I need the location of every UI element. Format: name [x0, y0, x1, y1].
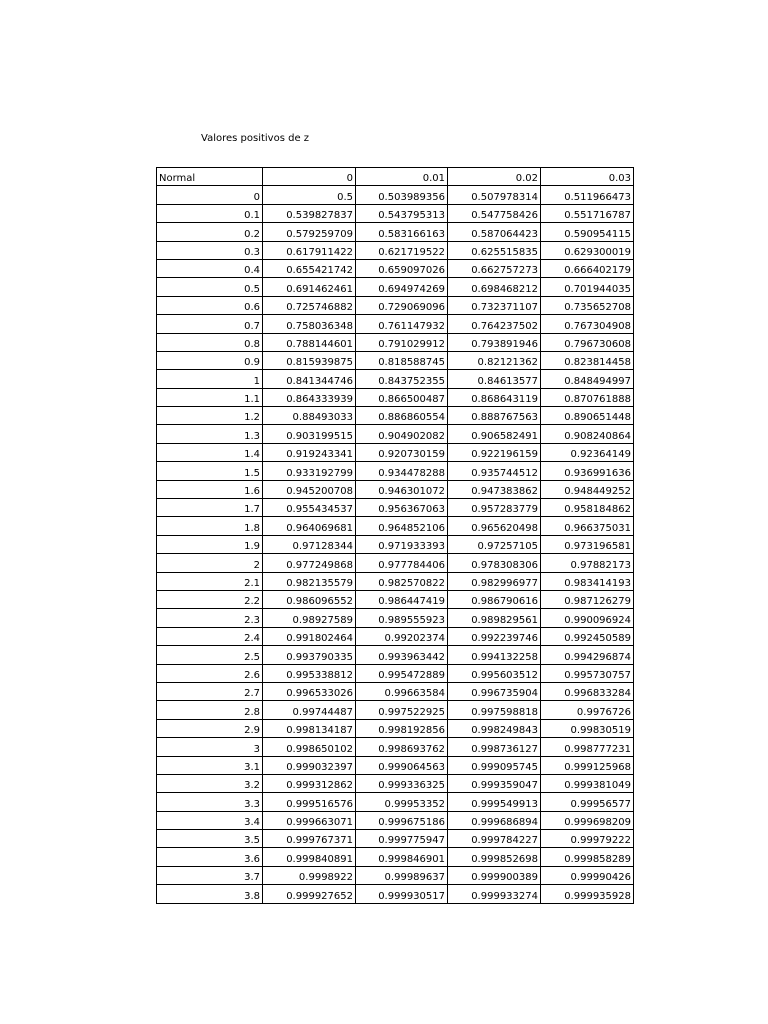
- table-cell[interactable]: 0.903199515: [263, 425, 356, 443]
- column-header[interactable]: 0.03: [541, 168, 634, 186]
- table-cell[interactable]: 0.796730608: [541, 333, 634, 351]
- table-cell[interactable]: 0.999900389: [448, 866, 541, 884]
- table-cell[interactable]: 0.955434537: [263, 499, 356, 517]
- table-cell[interactable]: 0.551716787: [541, 204, 634, 222]
- table-cell[interactable]: 0.579259709: [263, 223, 356, 241]
- row-header-cell[interactable]: 0.3: [157, 241, 263, 259]
- table-cell[interactable]: 0.964069681: [263, 517, 356, 535]
- table-cell[interactable]: 0.99953352: [356, 793, 448, 811]
- table-cell[interactable]: 0.767304908: [541, 315, 634, 333]
- table-row: [157, 425, 634, 443]
- table-body: [157, 168, 634, 904]
- row-header-cell[interactable]: 1.8: [157, 517, 263, 535]
- table-row: [157, 499, 634, 517]
- table-cell[interactable]: 0.691462461: [263, 278, 356, 296]
- table-cell[interactable]: 0.99830519: [541, 719, 634, 737]
- table-cell[interactable]: 0.996833284: [541, 682, 634, 700]
- table-cell[interactable]: 0.98927589: [263, 609, 356, 627]
- table-cell[interactable]: 0.725746882: [263, 296, 356, 314]
- row-header-cell[interactable]: 2.2: [157, 590, 263, 608]
- table-cell[interactable]: 0.999663071: [263, 811, 356, 829]
- row-header-cell[interactable]: 2.3: [157, 609, 263, 627]
- table-row: [157, 590, 634, 608]
- table-cell[interactable]: 0.999840891: [263, 848, 356, 866]
- table-cell[interactable]: 0.922196159: [448, 443, 541, 461]
- table-cell[interactable]: 0.999930517: [356, 885, 448, 903]
- table-cell[interactable]: 0.999032397: [263, 756, 356, 774]
- table-cell[interactable]: 0.998134187: [263, 719, 356, 737]
- table-row: [157, 259, 634, 277]
- table-cell[interactable]: 0.946301072: [356, 480, 448, 498]
- row-header-cell[interactable]: 2.7: [157, 682, 263, 700]
- table-row: [157, 866, 634, 884]
- row-header-cell[interactable]: 1.9: [157, 535, 263, 553]
- table-cell[interactable]: 0.986096552: [263, 590, 356, 608]
- table-cell[interactable]: 0.908240864: [541, 425, 634, 443]
- table-cell[interactable]: 0.995603512: [448, 664, 541, 682]
- table-cell[interactable]: 0.957283779: [448, 499, 541, 517]
- table-cell[interactable]: 0.999064563: [356, 756, 448, 774]
- table-cell[interactable]: 0.868643119: [448, 388, 541, 406]
- table-cell[interactable]: 0.735652708: [541, 296, 634, 314]
- table-cell[interactable]: 0.97257105: [448, 535, 541, 553]
- table-row: [157, 333, 634, 351]
- table-row: [157, 351, 634, 369]
- table-cell[interactable]: 0.999686894: [448, 811, 541, 829]
- table-cell[interactable]: 0.999927652: [263, 885, 356, 903]
- table-cell[interactable]: 0.866500487: [356, 388, 448, 406]
- column-header[interactable]: 0.02: [448, 168, 541, 186]
- table-cell[interactable]: 0.999125968: [541, 756, 634, 774]
- table-cell[interactable]: 0.987126279: [541, 590, 634, 608]
- table-cell[interactable]: 0.977249868: [263, 554, 356, 572]
- table-cell[interactable]: 0.935744512: [448, 462, 541, 480]
- table-row: [157, 646, 634, 664]
- table-row: [157, 223, 634, 241]
- row-header-cell[interactable]: 0: [157, 186, 263, 204]
- table-cell[interactable]: 0.841344746: [263, 370, 356, 388]
- row-header-cell[interactable]: 3.2: [157, 774, 263, 792]
- table-cell[interactable]: 0.82121362: [448, 351, 541, 369]
- table-cell[interactable]: 0.655421742: [263, 259, 356, 277]
- table-cell[interactable]: 0.99744487: [263, 701, 356, 719]
- table-cell[interactable]: 0.848494997: [541, 370, 634, 388]
- row-header-cell[interactable]: 2.9: [157, 719, 263, 737]
- table-header-row: [157, 168, 634, 186]
- table-cell[interactable]: 0.977784406: [356, 554, 448, 572]
- table-row: [157, 572, 634, 590]
- table-cell[interactable]: 0.999675186: [356, 811, 448, 829]
- table-cell[interactable]: 0.956367063: [356, 499, 448, 517]
- table-cell[interactable]: 0.701944035: [541, 278, 634, 296]
- row-header-cell[interactable]: 0.2: [157, 223, 263, 241]
- row-header-cell[interactable]: 1: [157, 370, 263, 388]
- table-cell[interactable]: 0.999933274: [448, 885, 541, 903]
- table-cell[interactable]: 0.945200708: [263, 480, 356, 498]
- table-row: [157, 885, 634, 903]
- table-row: [157, 554, 634, 572]
- table-cell[interactable]: 0.947383862: [448, 480, 541, 498]
- table-cell[interactable]: 0.999359047: [448, 774, 541, 792]
- normal-distribution-table: [156, 167, 634, 904]
- table-cell[interactable]: 0.906582491: [448, 425, 541, 443]
- table-cell[interactable]: 0.999767371: [263, 830, 356, 848]
- table-cell[interactable]: 0.818588745: [356, 351, 448, 369]
- table-row: [157, 609, 634, 627]
- table-row: [157, 535, 634, 553]
- table-cell[interactable]: 0.995472889: [356, 664, 448, 682]
- table-cell[interactable]: 0.997598818: [448, 701, 541, 719]
- row-header-cell[interactable]: 2: [157, 554, 263, 572]
- table-cell[interactable]: 0.791029912: [356, 333, 448, 351]
- table-row: [157, 443, 634, 461]
- table-cell[interactable]: 0.998777231: [541, 738, 634, 756]
- table-cell[interactable]: 0.936991636: [541, 462, 634, 480]
- row-header-cell[interactable]: 0.9: [157, 351, 263, 369]
- table-cell[interactable]: 0.99990426: [541, 866, 634, 884]
- table-cell[interactable]: 0.999846901: [356, 848, 448, 866]
- table-cell[interactable]: 0.890651448: [541, 407, 634, 425]
- table-cell[interactable]: 0.539827837: [263, 204, 356, 222]
- table-cell[interactable]: 0.998650102: [263, 738, 356, 756]
- row-header-cell[interactable]: 0.4: [157, 259, 263, 277]
- table-cell[interactable]: 0.999095745: [448, 756, 541, 774]
- table-row: [157, 296, 634, 314]
- table-cell[interactable]: 0.996533026: [263, 682, 356, 700]
- table-cell[interactable]: 0.886860554: [356, 407, 448, 425]
- table-row: [157, 756, 634, 774]
- row-header-cell[interactable]: 0.7: [157, 315, 263, 333]
- table-cell[interactable]: 0.92364149: [541, 443, 634, 461]
- table-cell[interactable]: 0.629300019: [541, 241, 634, 259]
- table-row: [157, 241, 634, 259]
- row-header-cell[interactable]: 3.7: [157, 866, 263, 884]
- table-row: [157, 774, 634, 792]
- row-header-cell[interactable]: 3.8: [157, 885, 263, 903]
- table-cell[interactable]: 0.998736127: [448, 738, 541, 756]
- table-cell[interactable]: 0.583166163: [356, 223, 448, 241]
- column-header[interactable]: 0.01: [356, 168, 448, 186]
- table-cell[interactable]: 0.994296874: [541, 646, 634, 664]
- table-cell[interactable]: 0.999784227: [448, 830, 541, 848]
- row-header-cell[interactable]: 3.6: [157, 848, 263, 866]
- table-cell[interactable]: 0.933192799: [263, 462, 356, 480]
- table-cell[interactable]: 0.948449252: [541, 480, 634, 498]
- row-header-cell[interactable]: 2.1: [157, 572, 263, 590]
- table-cell[interactable]: 0.815939875: [263, 351, 356, 369]
- table-row: [157, 682, 634, 700]
- table-cell[interactable]: 0.843752355: [356, 370, 448, 388]
- table-row: [157, 278, 634, 296]
- table-cell[interactable]: 0.999312862: [263, 774, 356, 792]
- table-row: [157, 811, 634, 829]
- table-row: [157, 462, 634, 480]
- table-row: [157, 204, 634, 222]
- table-cell[interactable]: 0.999698209: [541, 811, 634, 829]
- table-cell[interactable]: 0.659097026: [356, 259, 448, 277]
- table-cell[interactable]: 0.904902082: [356, 425, 448, 443]
- table-cell[interactable]: 0.97128344: [263, 535, 356, 553]
- table-cell[interactable]: 0.997522925: [356, 701, 448, 719]
- table-cell[interactable]: 0.989555923: [356, 609, 448, 627]
- table-cell[interactable]: 0.989829561: [448, 609, 541, 627]
- table-cell[interactable]: 0.788144601: [263, 333, 356, 351]
- table-row: [157, 830, 634, 848]
- row-header-cell[interactable]: 0.8: [157, 333, 263, 351]
- table-row: [157, 738, 634, 756]
- table-cell[interactable]: 0.547758426: [448, 204, 541, 222]
- table-row: [157, 701, 634, 719]
- table-cell[interactable]: 0.999858289: [541, 848, 634, 866]
- table-cell[interactable]: 0.617911422: [263, 241, 356, 259]
- corner-cell[interactable]: Normal: [157, 168, 263, 186]
- table-cell[interactable]: 0.99956577: [541, 793, 634, 811]
- row-header-cell[interactable]: 2.8: [157, 701, 263, 719]
- table-cell[interactable]: 0.999852698: [448, 848, 541, 866]
- table-cell[interactable]: 0.999935928: [541, 885, 634, 903]
- table-cell[interactable]: 0.998693762: [356, 738, 448, 756]
- table-cell[interactable]: 0.888767563: [448, 407, 541, 425]
- row-header-cell[interactable]: 1.4: [157, 443, 263, 461]
- row-header-cell[interactable]: 2.5: [157, 646, 263, 664]
- table-cell[interactable]: 0.823814458: [541, 351, 634, 369]
- table-row: [157, 848, 634, 866]
- row-header-cell[interactable]: 1.6: [157, 480, 263, 498]
- table-cell[interactable]: 0.621719522: [356, 241, 448, 259]
- table-cell[interactable]: 0.993963442: [356, 646, 448, 664]
- table-cell[interactable]: 0.993790335: [263, 646, 356, 664]
- table-cell[interactable]: 0.88493033: [263, 407, 356, 425]
- table-cell[interactable]: 0.9998922: [263, 866, 356, 884]
- table-cell[interactable]: 0.999549913: [448, 793, 541, 811]
- table-cell[interactable]: 0.934478288: [356, 462, 448, 480]
- row-header-cell[interactable]: 0.5: [157, 278, 263, 296]
- table-cell[interactable]: 0.983414193: [541, 572, 634, 590]
- table-cell[interactable]: 0.758036348: [263, 315, 356, 333]
- table-row: [157, 388, 634, 406]
- table-row: [157, 664, 634, 682]
- table-cell[interactable]: 0.694974269: [356, 278, 448, 296]
- table-cell[interactable]: 0.998249843: [448, 719, 541, 737]
- table-cell[interactable]: 0.999336325: [356, 774, 448, 792]
- table-cell[interactable]: 0.982570822: [356, 572, 448, 590]
- row-header-cell[interactable]: 1.2: [157, 407, 263, 425]
- table-cell[interactable]: 0.958184862: [541, 499, 634, 517]
- table-cell[interactable]: 0.99979222: [541, 830, 634, 848]
- table-row: [157, 719, 634, 737]
- table-cell[interactable]: 0.992450589: [541, 627, 634, 645]
- table-cell[interactable]: 0.761147932: [356, 315, 448, 333]
- table-cell[interactable]: 0.97882173: [541, 554, 634, 572]
- table-cell[interactable]: 0.84613577: [448, 370, 541, 388]
- table-cell[interactable]: 0.698468212: [448, 278, 541, 296]
- table-cell[interactable]: 0.99202374: [356, 627, 448, 645]
- table-cell[interactable]: 0.793891946: [448, 333, 541, 351]
- table-cell[interactable]: 0.507978314: [448, 186, 541, 204]
- row-header-cell[interactable]: 3.5: [157, 830, 263, 848]
- table-cell[interactable]: 0.999381049: [541, 774, 634, 792]
- table-cell[interactable]: 0.9976726: [541, 701, 634, 719]
- table-cell[interactable]: 0.920730159: [356, 443, 448, 461]
- table-cell[interactable]: 0.99989637: [356, 866, 448, 884]
- table-row: [157, 793, 634, 811]
- table-cell[interactable]: 0.982135579: [263, 572, 356, 590]
- table-row: [157, 517, 634, 535]
- table-row: [157, 370, 634, 388]
- table-cell[interactable]: 0.995730757: [541, 664, 634, 682]
- row-header-cell[interactable]: 1.1: [157, 388, 263, 406]
- table-cell[interactable]: 0.587064423: [448, 223, 541, 241]
- table-cell[interactable]: 0.986447419: [356, 590, 448, 608]
- row-header-cell[interactable]: 3.3: [157, 793, 263, 811]
- table-row: [157, 480, 634, 498]
- table-cell[interactable]: 0.986790616: [448, 590, 541, 608]
- table-cell[interactable]: 0.998192856: [356, 719, 448, 737]
- column-header[interactable]: 0: [263, 168, 356, 186]
- table-cell[interactable]: 0.99663584: [356, 682, 448, 700]
- table-cell[interactable]: 0.992239746: [448, 627, 541, 645]
- row-header-cell[interactable]: 1.5: [157, 462, 263, 480]
- table-cell[interactable]: 0.625515835: [448, 241, 541, 259]
- table-cell[interactable]: 0.973196581: [541, 535, 634, 553]
- table-cell[interactable]: 0.965620498: [448, 517, 541, 535]
- table-cell[interactable]: 0.971933393: [356, 535, 448, 553]
- table-cell[interactable]: 0.994132258: [448, 646, 541, 664]
- table-cell[interactable]: 0.666402179: [541, 259, 634, 277]
- table-cell[interactable]: 0.590954115: [541, 223, 634, 241]
- table-cell[interactable]: 0.982996977: [448, 572, 541, 590]
- table-cell[interactable]: 0.543795313: [356, 204, 448, 222]
- table-row: [157, 315, 634, 333]
- row-header-cell[interactable]: 3: [157, 738, 263, 756]
- row-header-cell[interactable]: 1.3: [157, 425, 263, 443]
- table-cell[interactable]: 0.729069096: [356, 296, 448, 314]
- row-header-cell[interactable]: 3.1: [157, 756, 263, 774]
- table-cell[interactable]: 0.999516576: [263, 793, 356, 811]
- table-cell[interactable]: 0.764237502: [448, 315, 541, 333]
- table-cell[interactable]: 0.999775947: [356, 830, 448, 848]
- table-cell[interactable]: 0.991802464: [263, 627, 356, 645]
- table-cell[interactable]: 0.966375031: [541, 517, 634, 535]
- table-cell[interactable]: 0.919243341: [263, 443, 356, 461]
- row-header-cell[interactable]: 0.1: [157, 204, 263, 222]
- table-cell[interactable]: 0.732371107: [448, 296, 541, 314]
- table-cell[interactable]: 0.662757273: [448, 259, 541, 277]
- row-header-cell[interactable]: 0.6: [157, 296, 263, 314]
- row-header-cell[interactable]: 3.4: [157, 811, 263, 829]
- table-row: [157, 627, 634, 645]
- row-header-cell[interactable]: 2.6: [157, 664, 263, 682]
- table-cell[interactable]: 0.511966473: [541, 186, 634, 204]
- table-cell[interactable]: 0.5: [263, 186, 356, 204]
- table-cell[interactable]: 0.995338812: [263, 664, 356, 682]
- table-cell[interactable]: 0.864333939: [263, 388, 356, 406]
- table-cell[interactable]: 0.990096924: [541, 609, 634, 627]
- table-cell[interactable]: 0.870761888: [541, 388, 634, 406]
- table-cell[interactable]: 0.996735904: [448, 682, 541, 700]
- page-title: Valores positivos de z: [201, 133, 310, 144]
- table-row: [157, 407, 634, 425]
- table-cell[interactable]: 0.978308306: [448, 554, 541, 572]
- table-row: [157, 186, 634, 204]
- row-header-cell[interactable]: 2.4: [157, 627, 263, 645]
- table-cell[interactable]: 0.964852106: [356, 517, 448, 535]
- row-header-cell[interactable]: 1.7: [157, 499, 263, 517]
- table-cell[interactable]: 0.503989356: [356, 186, 448, 204]
